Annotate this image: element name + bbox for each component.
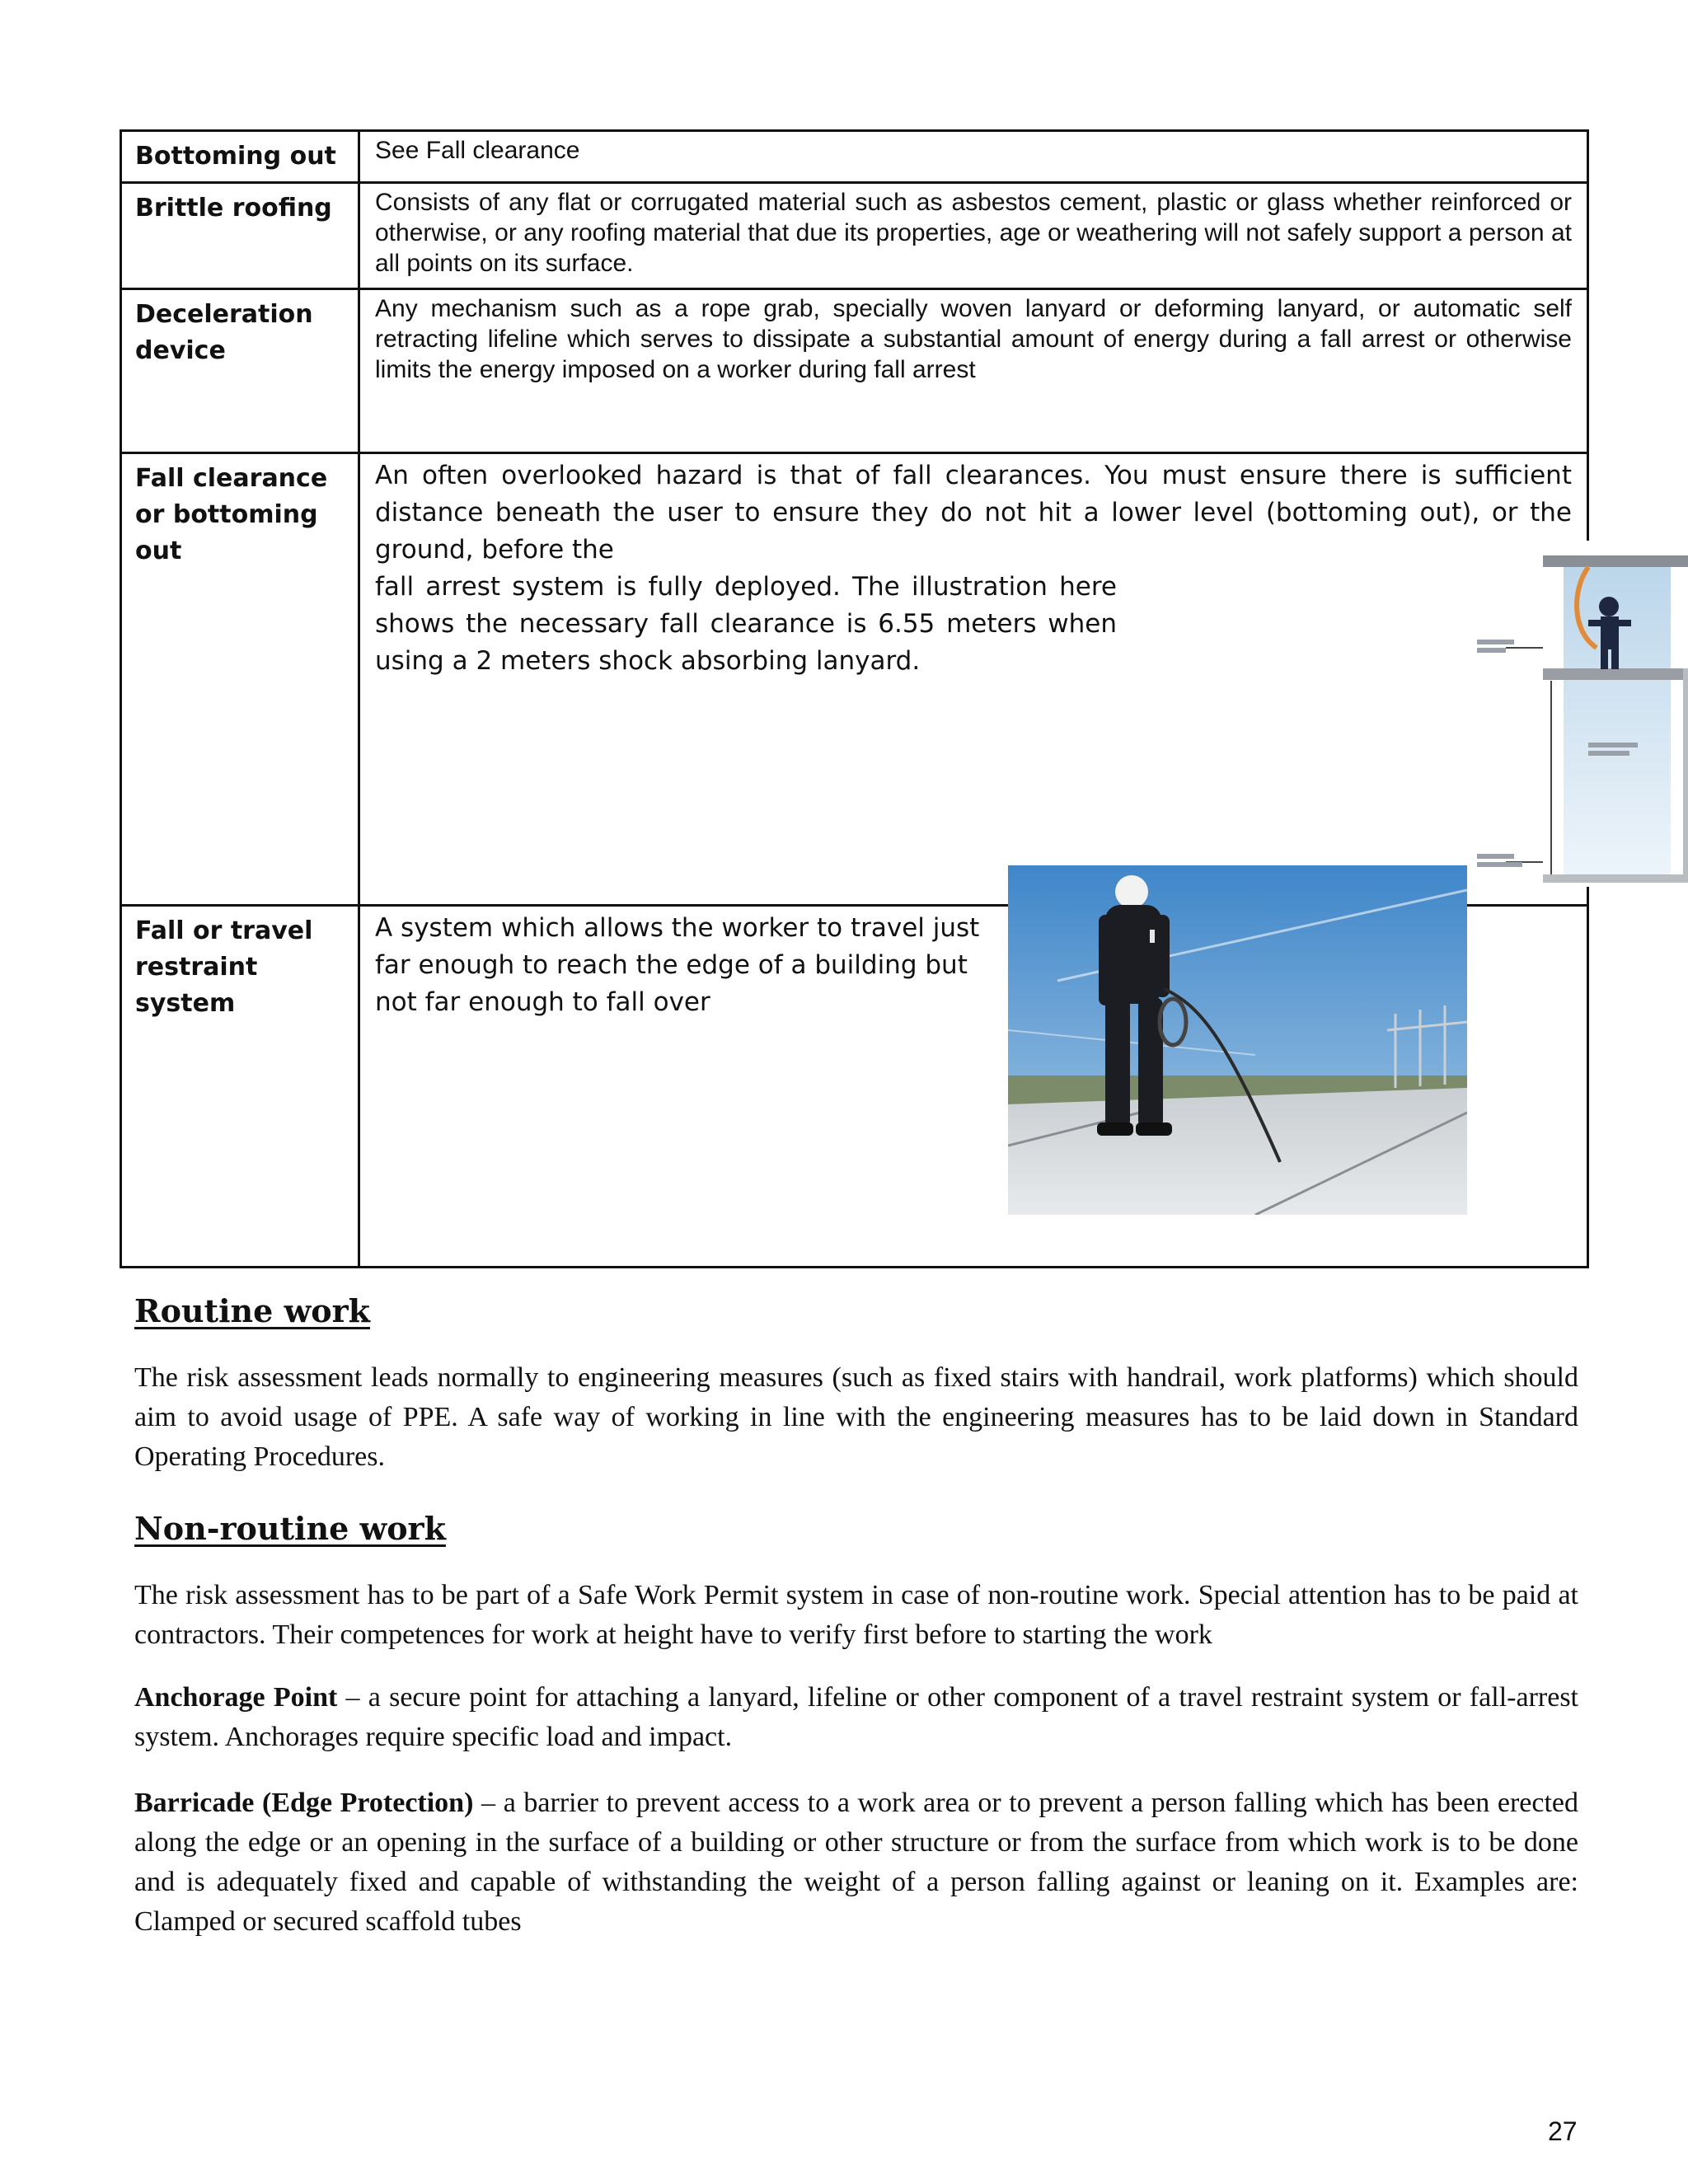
glossary-definition: Any mechanism such as a rope grab, specially woven lanyard or deforming lanyard, or automatic self retracting lifeline which serves to dissipate a substantial amount of energy during a fall arrest or otherwise limits the energy imposed on a worker during fall arrest (359, 289, 1588, 453)
restraint-text: A system which allows the worker to travel just far enough to reach the edge of a building but not far enough to fall over (375, 913, 980, 1017)
fall-clearance-text-wide: An often overlooked hazard is that of fall clearances. You must ensure there is sufficient distance beneath the user to ensure they do not hit a lower level (bottoming out), or the ground, before the (375, 461, 1572, 565)
page-number: 27 (1548, 2116, 1578, 2146)
barricade-paragraph (134, 1783, 1578, 1942)
glossary-definition (359, 453, 1588, 906)
anchorage-term: Anchorage Point (134, 1682, 338, 1713)
section-heading-routine: Routine work (134, 1292, 370, 1329)
barricade-definition: – a barrier to prevent access to a work area or to prevent a person falling which has been erected along the edge or an opening in the surface of a building or other structure or from the surface from which work is to be done and is adequately fixed and capable of withstanding the weight of a person falling against or leaning on it. Examples are: Clamped or secured scaffold tubes (134, 1788, 1578, 1937)
glossary-term: Fall clearance or bottoming out (121, 453, 359, 906)
non-routine-paragraph: The risk assessment has to be part of a Safe Work Permit system in case of non-routine work. Special attention has to be paid at contractors. Their competences for work at height have to verify first before to starting the work (134, 1580, 1578, 1650)
glossary-term: Brittle roofing (121, 183, 359, 289)
anchorage-definition: – a secure point for attaching a lanyard, lifeline or other component of a travel restraint system or fall-arrest system. Anchorages require specific load and impact. (134, 1682, 1578, 1752)
section-heading-non-routine: Non-routine work (134, 1510, 446, 1547)
glossary-term: Deceleration device (121, 289, 359, 453)
glossary-row (121, 131, 1588, 183)
fall-clearance-illustration (1473, 541, 1688, 887)
barricade-term: Barricade (Edge Protection) (134, 1788, 474, 1818)
glossary-term: Bottoming out (121, 131, 359, 183)
glossary-term: Fall or travel restraint system (121, 906, 359, 1268)
glossary-row (121, 289, 1588, 453)
glossary-row (121, 183, 1588, 289)
fall-clearance-text-narrow: fall arrest system is fully deployed. The illustration here shows the necessary fall clearance is 6.55 meters when using a 2 meters shock absorbing lanyard. (375, 572, 1117, 676)
glossary-definition: See Fall clearance (359, 131, 1588, 183)
anchorage-paragraph (134, 1678, 1578, 1757)
travel-restraint-photo (1008, 865, 1467, 1215)
routine-paragraph: The risk assessment leads normally to engineering measures (such as fixed stairs with handrail, work platforms) which should aim to avoid usage of PPE. A safe way of working in line with the engineering measures has to be laid down in Standard Operating Procedures. (134, 1362, 1578, 1472)
glossary-row (121, 453, 1588, 906)
glossary-definition: Consists of any flat or corrugated material such as asbestos cement, plastic or glass whether reinforced or otherwise, or any roofing material that due its properties, age or weathering will not safely support a person at all points on its surface. (359, 183, 1588, 289)
